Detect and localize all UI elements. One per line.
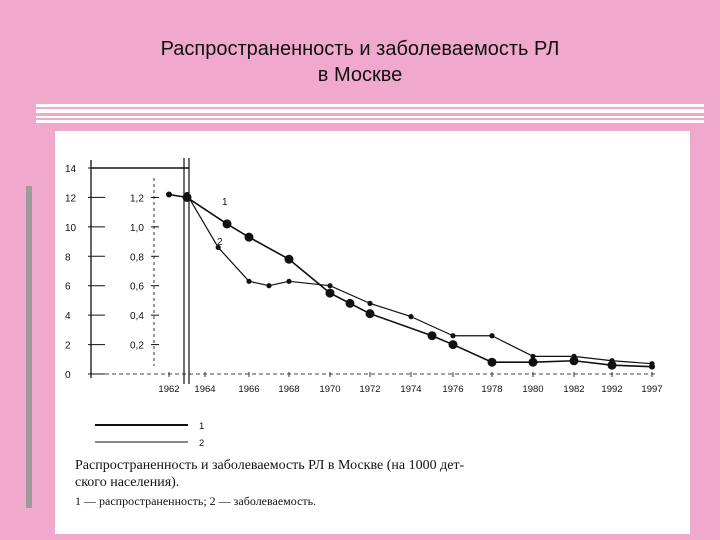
legend-label-1: 1 [199, 421, 205, 432]
series-2-point [489, 333, 494, 338]
y-left-tick-label: 12 [65, 193, 77, 205]
series-1-point [245, 233, 254, 242]
x-tick-label: 1992 [601, 384, 623, 395]
y-left-tick-label: 14 [65, 164, 77, 175]
series-2-point [327, 283, 332, 288]
x-tick-label: 1980 [522, 384, 544, 395]
slide-title [0, 36, 720, 88]
series-2-point [609, 358, 614, 363]
series-2-point [184, 192, 189, 197]
series-1-point [488, 358, 497, 367]
series-1-point [449, 340, 458, 349]
series-2-point [286, 279, 291, 284]
y-left-tick-label: 4 [65, 311, 71, 323]
slide-title-line-1: Распространенность и заболеваемость РЛ [160, 38, 560, 60]
y-left-tick-label: 2 [65, 340, 71, 352]
y-right-tick-label: 1,0 [130, 222, 144, 234]
x-tick-label: 1970 [319, 384, 341, 395]
x-tick-label: 1962 [158, 384, 180, 395]
series-2-point [246, 279, 251, 284]
caption-line-1: Распространенность и заболеваемость РЛ в Москве (на 1000 дет- [75, 458, 465, 473]
caption-legend-text: 1 — распространенность; 2 — заболеваемость. [75, 494, 317, 508]
y-right-tick-label: 0,8 [130, 252, 144, 264]
series-1-point [529, 358, 538, 367]
x-tick-label: 1966 [238, 384, 260, 395]
decorative-left-rule [26, 186, 32, 508]
y-right-tick-label: 0,6 [130, 281, 144, 293]
y-right-tick-label: 0,2 [130, 340, 144, 352]
series-2-point [367, 301, 372, 306]
series-2-line [187, 194, 652, 363]
caption-line-2: ского населения). [75, 475, 180, 490]
x-tick-label: 1968 [278, 384, 300, 395]
x-tick-label: 1982 [563, 384, 585, 395]
chart-caption [75, 457, 685, 510]
x-tick-label: 1972 [359, 384, 381, 395]
chart-panel [55, 131, 690, 534]
series-1-point [346, 299, 355, 308]
series-1-line [169, 194, 652, 366]
decorative-bar-bottom [36, 116, 704, 123]
series-2-annotation: 2 [217, 237, 223, 248]
series-1-point [223, 219, 232, 228]
slide-title-line-2: в Москве [317, 64, 403, 86]
y-left-tick-label: 10 [65, 222, 77, 234]
x-tick-label: 1974 [400, 384, 422, 395]
y-right-tick-label: 0,4 [130, 311, 144, 323]
series-1-point [428, 331, 437, 340]
series-2-point [530, 354, 535, 359]
series-2-point [450, 333, 455, 338]
series-2-point [571, 354, 576, 359]
decorative-bar-top [36, 104, 704, 113]
series-1-point [366, 309, 375, 318]
series-1-point [285, 255, 294, 264]
x-tick-label: 1964 [194, 384, 216, 395]
x-tick-label: 1978 [481, 384, 503, 395]
series-2-point [266, 283, 271, 288]
y-left-tick-label: 6 [65, 281, 71, 293]
series-1-annotation: 1 [222, 197, 228, 208]
y-left-tick-label: 8 [65, 252, 71, 264]
series-1-point [166, 191, 172, 197]
y-left-tick-label: 0 [65, 370, 71, 381]
series-2-point [649, 361, 654, 366]
legend-label-2: 2 [199, 438, 205, 449]
series-2-point [408, 314, 413, 319]
x-tick-label: 1997 [641, 384, 663, 395]
series-1-point [326, 289, 335, 298]
x-tick-label: 1976 [442, 384, 464, 395]
y-right-tick-label: 1,2 [130, 193, 144, 205]
